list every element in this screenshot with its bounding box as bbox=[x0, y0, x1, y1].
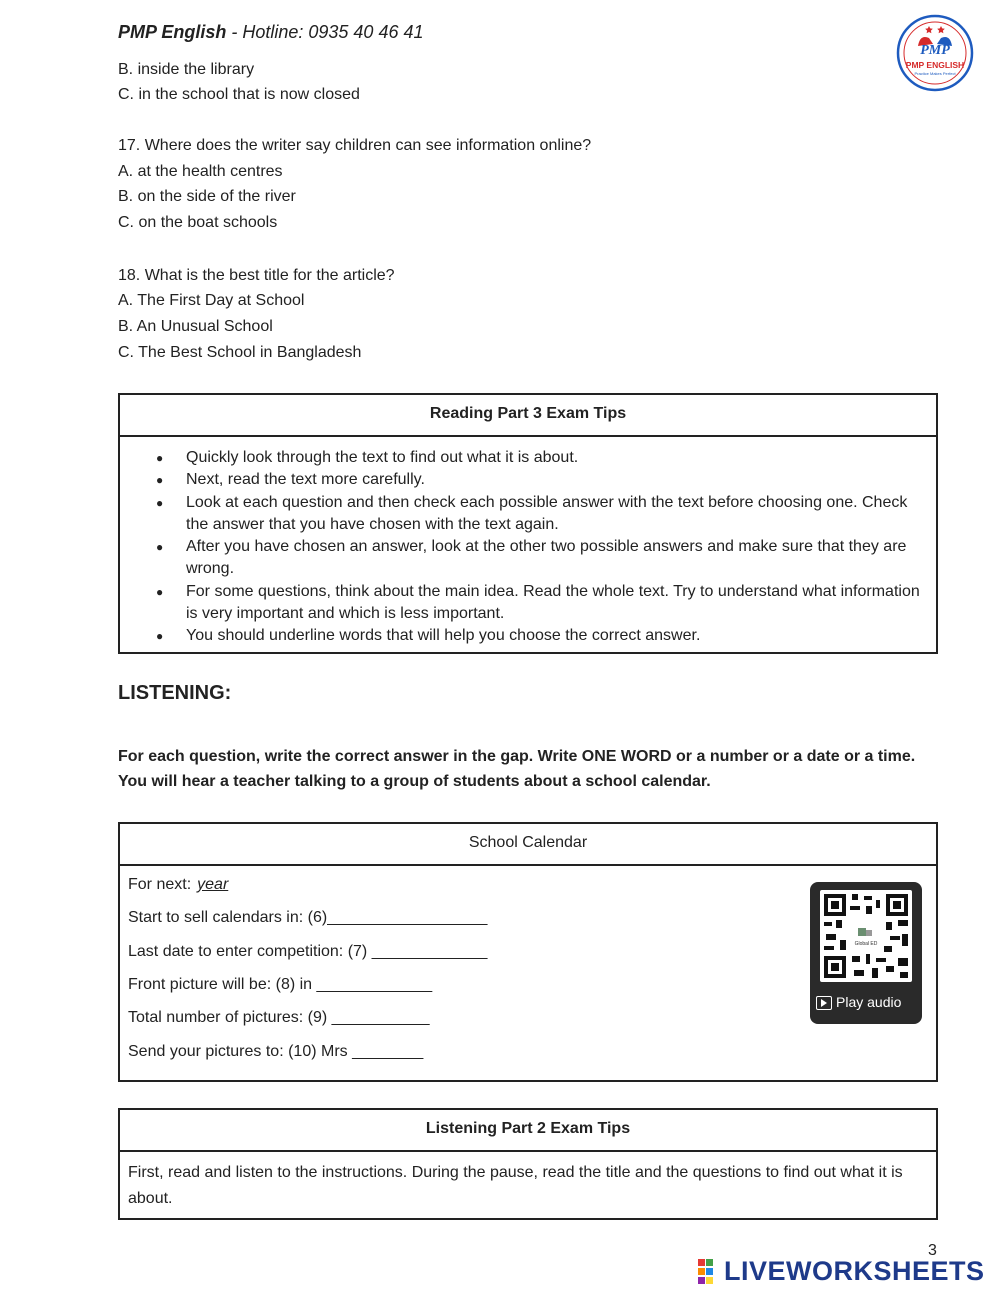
play-audio-label bbox=[816, 994, 901, 1010]
tip-item: ● You should underline words that will help you choose the correct answer. bbox=[186, 625, 926, 647]
school-calendar-box bbox=[118, 822, 938, 1082]
svg-text:Practice Makes Perfect: Practice Makes Perfect bbox=[914, 71, 956, 76]
q18-question: 18. What is the best title for the article? bbox=[118, 267, 395, 284]
q17-option-b: B. on the side of the river bbox=[118, 188, 296, 205]
play-audio-text: Play audio bbox=[836, 994, 902, 1010]
q17-question: 17. Where does the writer say children can see information online? bbox=[118, 137, 592, 154]
page-header bbox=[118, 22, 423, 43]
liveworksheets-icon bbox=[698, 1259, 722, 1285]
reading-tips-list bbox=[120, 437, 936, 654]
calendar-row-8[interactable]: Front picture will be: (8) in _____________ bbox=[128, 976, 433, 993]
qr-caption: Global ED bbox=[854, 941, 878, 947]
q18-option-a: A. The First Day at School bbox=[118, 292, 305, 309]
reading-tips-title: Reading Part 3 Exam Tips bbox=[120, 395, 936, 437]
listening-instruction-2: You will hear a teacher talking to a group of students about a school calendar. bbox=[118, 773, 711, 790]
listening-title: LISTENING: bbox=[118, 682, 232, 704]
calendar-row-9[interactable]: Total number of pictures: (9) ___________ bbox=[128, 1009, 430, 1026]
listening-tips-box bbox=[118, 1108, 938, 1220]
hotline: - Hotline: 0935 40 46 41 bbox=[226, 22, 424, 42]
q18-option-c: C. The Best School in Bangladesh bbox=[118, 344, 362, 361]
q17-option-c: C. on the boat schools bbox=[118, 214, 278, 231]
brand-name: PMP English bbox=[118, 22, 227, 42]
page-number: 3 bbox=[928, 1242, 937, 1259]
q18-option-b: B. An Unusual School bbox=[118, 318, 273, 335]
liveworksheets-brand: LIVEWORKSHEETS bbox=[724, 1256, 985, 1286]
calendar-title: School Calendar bbox=[120, 824, 936, 866]
listening-instruction-1: For each question, write the correct answer in the gap. Write ONE WORD or a number or a date or a time. bbox=[118, 748, 916, 765]
calendar-row-10[interactable]: Send your pictures to: (10) Mrs ________ bbox=[128, 1043, 424, 1060]
svg-text:PMP ENGLISH: PMP ENGLISH bbox=[905, 60, 965, 70]
listening-tips-title: Listening Part 2 Exam Tips bbox=[120, 1110, 936, 1152]
q16-option-b: B. inside the library bbox=[118, 61, 255, 78]
calendar-row-6[interactable]: Start to sell calendars in: (6)__________________ bbox=[128, 909, 488, 926]
tip-item: ● Look at each question and then check each possible answer with the text before choosing one. Check the answer that you have chosen with the text again. bbox=[186, 492, 926, 537]
pmp-english-logo bbox=[896, 14, 974, 92]
tip-item: ● For some questions, think about the main idea. Read the whole text. Try to understand what information is very important and which is less important. bbox=[186, 581, 926, 626]
tip-item: ● After you have chosen an answer, look at the other two possible answers and make sure that they are wrong. bbox=[186, 536, 926, 581]
calendar-for-next bbox=[128, 876, 228, 894]
for-next-label: For next: bbox=[128, 876, 192, 893]
play-icon bbox=[816, 996, 832, 1010]
for-next-answer: year bbox=[197, 876, 229, 893]
reading-tips-box bbox=[118, 393, 938, 654]
q17-option-a: A. at the health centres bbox=[118, 163, 283, 180]
q16-option-c: C. in the school that is now closed bbox=[118, 86, 360, 103]
svg-text:PMP: PMP bbox=[920, 43, 950, 58]
calendar-row-7[interactable]: Last date to enter competition: (7) _____________ bbox=[128, 943, 488, 960]
listening-tips-text: First, read and listen to the instructions. During the pause, read the title and the questions to find out what it is about. bbox=[128, 1164, 903, 1207]
play-audio-qr-button[interactable] bbox=[810, 882, 922, 1024]
qr-code-icon bbox=[820, 890, 912, 982]
tip-item: ● Next, read the text more carefully. bbox=[186, 469, 926, 491]
tip-item: ● Quickly look through the text to find out what it is about. bbox=[186, 447, 926, 469]
